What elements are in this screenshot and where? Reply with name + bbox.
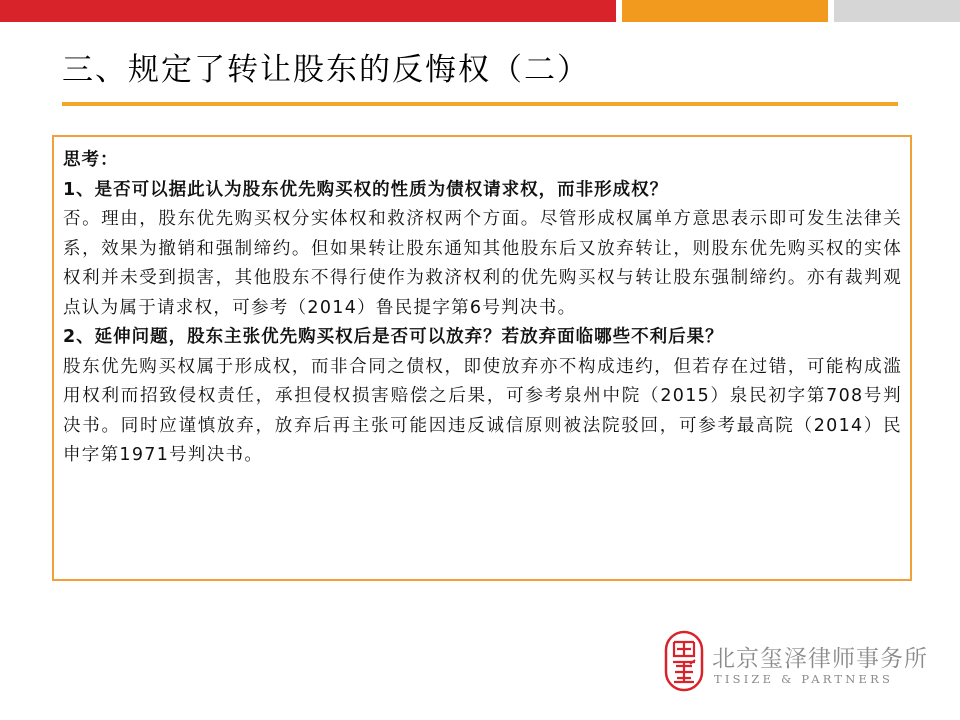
question-1: 1、是否可以据此认为股东优先购买权的性质为债权请求权，而非形成权？ [63, 179, 669, 200]
question-2: 2、延伸问题，股东主张优先购买权后是否可以放弃？若放弃面临哪些不利后果？ [63, 327, 724, 347]
answer-2: 股东优先购买权属于形成权，而非合同之债权，即使放弃亦不构成违约，但若存在过错，可能构成滥用权利而招致侵权责任，承担侵权损害赔偿之后果，可参考泉州中院（2015）泉民初字第708号判决书。同时应谨慎放弃，放弃后再主张可能因违反诚信原则被法院驳回，可参考最高院（2014）民申字第1971号判决书。 [63, 356, 902, 465]
slide-title: 三、规定了转让股东的反悔权（二） [62, 52, 590, 88]
top-color-bar [0, 0, 960, 22]
title-underline [62, 102, 898, 106]
top-bar-gray-segment [834, 0, 960, 22]
content-box [52, 135, 912, 581]
firm-seal-logo-icon [664, 630, 704, 692]
answer-1: 否。理由，股东优先购买权分实体权和救济权两个方面。尽管形成权属单方意思表示即可发生法律关系，效果为撤销和强制缔约。但如果转让股东通知其他股东后又放弃转让，则股东优先购买权的实体权利并未受到损害，其他股东不得行使作为救济权利的优先购买权与转让股东强制缔约。亦有裁判观点认为属于请求权，可参考（2014）鲁民提字第6号判决书。 [63, 209, 902, 318]
section-heading: 思考： [63, 150, 119, 170]
firm-logo [664, 630, 930, 692]
firm-name-chinese: 北京玺泽律师事务所 [712, 646, 928, 672]
top-bar-red-segment [0, 0, 616, 22]
firm-name-english: TISIZE & PARTNERS [714, 672, 894, 686]
top-bar-orange-segment [622, 0, 828, 22]
